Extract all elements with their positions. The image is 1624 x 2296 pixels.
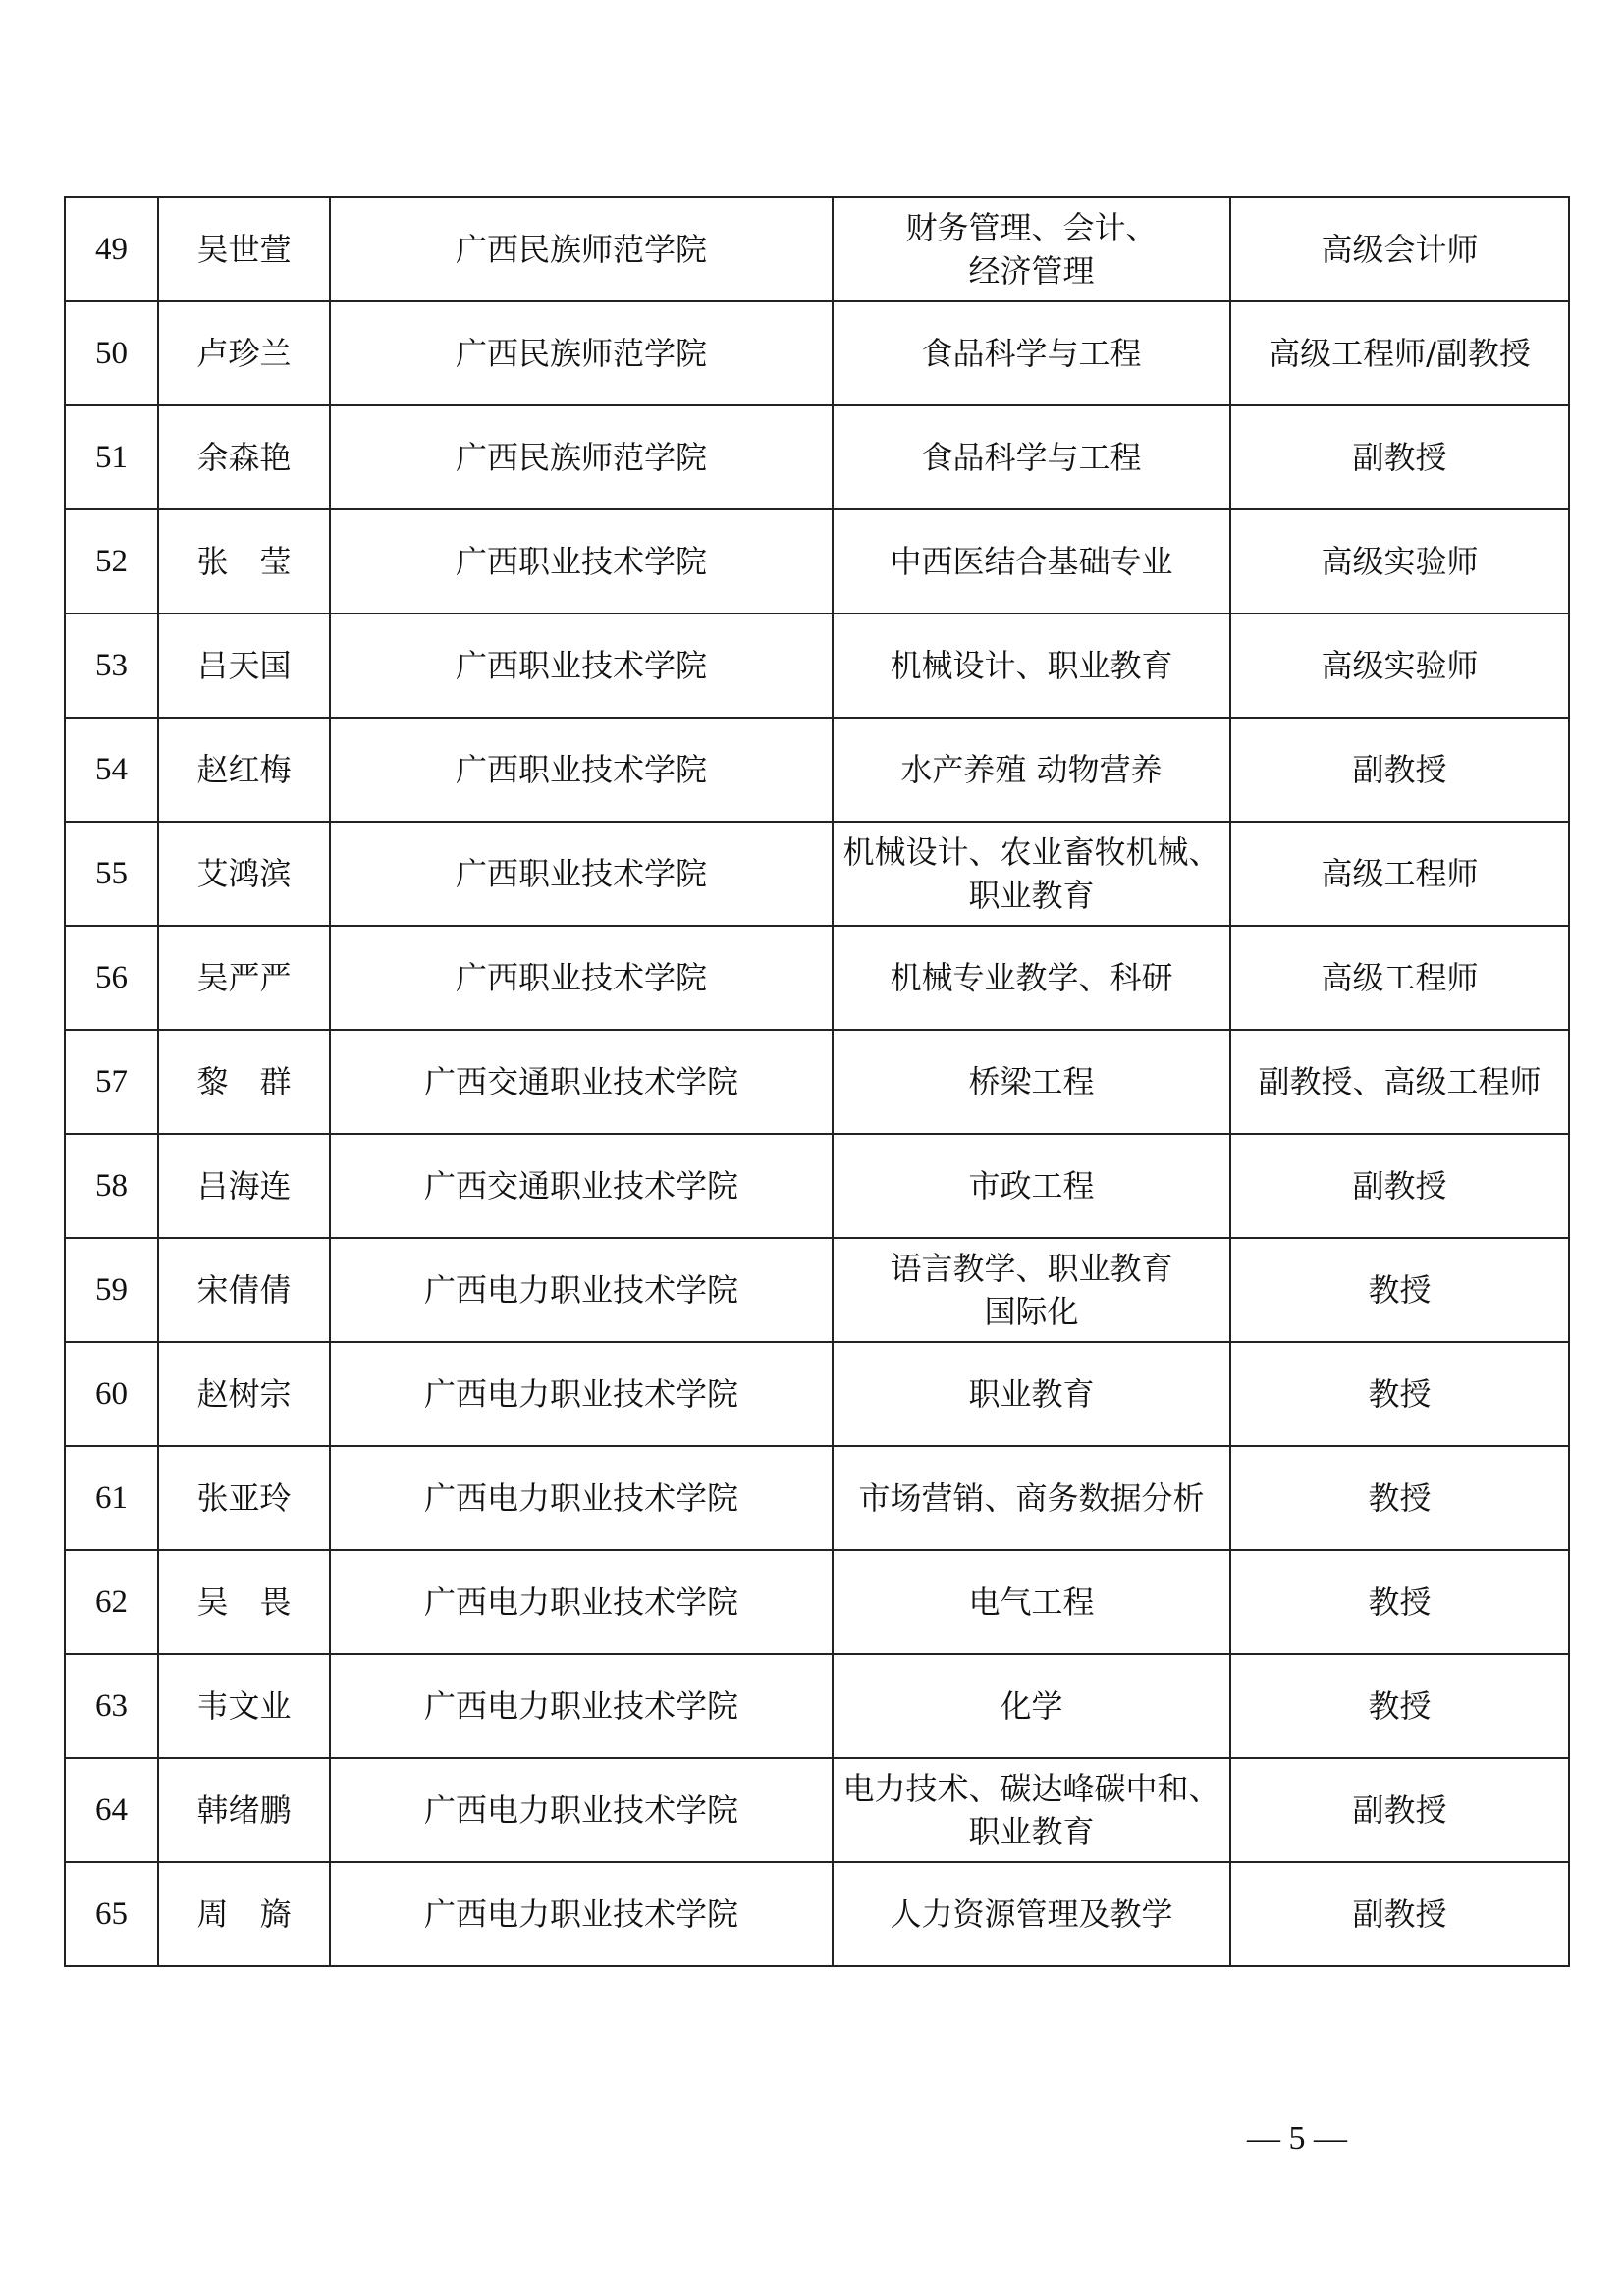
row-number-cell: 55: [65, 822, 158, 926]
row-number-cell: 62: [65, 1550, 158, 1654]
professional-title-cell: 副教授: [1230, 1134, 1569, 1238]
row-number-cell: 52: [65, 509, 158, 614]
work-unit-cell: 广西电力职业技术学院: [330, 1238, 833, 1342]
row-number-cell: 54: [65, 718, 158, 822]
row-number-cell: 50: [65, 301, 158, 405]
row-number-cell: 65: [65, 1862, 158, 1966]
expert-name-cell: 赵树宗: [158, 1342, 330, 1446]
table-row: [65, 614, 1569, 718]
professional-title-cell: 教授: [1230, 1342, 1569, 1446]
professional-title-cell: 高级工程师/副教授: [1230, 301, 1569, 405]
specialty-cell: 桥梁工程: [833, 1030, 1230, 1134]
expert-name-cell: 宋倩倩: [158, 1238, 330, 1342]
expert-name-cell: 张亚玲: [158, 1446, 330, 1550]
specialty-cell: 水产养殖 动物营养: [833, 718, 1230, 822]
expert-name-cell: 余森艳: [158, 405, 330, 509]
table-row: [65, 301, 1569, 405]
professional-title-cell: 教授: [1230, 1550, 1569, 1654]
row-number-cell: 56: [65, 926, 158, 1030]
table-row: [65, 926, 1569, 1030]
expert-name-cell: 卢珍兰: [158, 301, 330, 405]
specialty-cell: 中西医结合基础专业: [833, 509, 1230, 614]
expert-name-cell: 吴世萱: [158, 197, 330, 301]
table-row: [65, 1030, 1569, 1134]
expert-name-cell: 黎 群: [158, 1030, 330, 1134]
professional-title-cell: 高级会计师: [1230, 197, 1569, 301]
work-unit-cell: 广西职业技术学院: [330, 614, 833, 718]
work-unit-cell: 广西职业技术学院: [330, 822, 833, 926]
work-unit-cell: 广西民族师范学院: [330, 405, 833, 509]
professional-title-cell: 副教授: [1230, 1758, 1569, 1862]
table-row: [65, 718, 1569, 822]
work-unit-cell: 广西职业技术学院: [330, 509, 833, 614]
specialty-cell: 人力资源管理及教学: [833, 1862, 1230, 1966]
professional-title-cell: 副教授、高级工程师: [1230, 1030, 1569, 1134]
table-row: [65, 405, 1569, 509]
specialty-cell: 机械设计、职业教育: [833, 614, 1230, 718]
work-unit-cell: 广西电力职业技术学院: [330, 1550, 833, 1654]
table-row: [65, 822, 1569, 926]
professional-title-cell: 教授: [1230, 1238, 1569, 1342]
expert-name-cell: 吴 畏: [158, 1550, 330, 1654]
row-number-cell: 64: [65, 1758, 158, 1862]
table-row: [65, 1446, 1569, 1550]
expert-name-cell: 韦文业: [158, 1654, 330, 1758]
professional-title-cell: 高级工程师: [1230, 926, 1569, 1030]
row-number-cell: 57: [65, 1030, 158, 1134]
expert-name-cell: 韩绪鹏: [158, 1758, 330, 1862]
expert-list-table: [64, 196, 1570, 1967]
specialty-cell: 市场营销、商务数据分析: [833, 1446, 1230, 1550]
professional-title-cell: 高级实验师: [1230, 614, 1569, 718]
row-number-cell: 63: [65, 1654, 158, 1758]
professional-title-cell: 副教授: [1230, 718, 1569, 822]
specialty-cell: 语言教学、职业教育 国际化: [833, 1238, 1230, 1342]
expert-name-cell: 张 莹: [158, 509, 330, 614]
expert-name-cell: 吕海连: [158, 1134, 330, 1238]
expert-name-cell: 赵红梅: [158, 718, 330, 822]
specialty-cell: 食品科学与工程: [833, 405, 1230, 509]
expert-name-cell: 吴严严: [158, 926, 330, 1030]
work-unit-cell: 广西职业技术学院: [330, 718, 833, 822]
row-number-cell: 58: [65, 1134, 158, 1238]
expert-name-cell: 吕天国: [158, 614, 330, 718]
specialty-cell: 电力技术、碳达峰碳中和、 职业教育: [833, 1758, 1230, 1862]
specialty-cell: 电气工程: [833, 1550, 1230, 1654]
table-row: [65, 1550, 1569, 1654]
specialty-cell: 机械专业教学、科研: [833, 926, 1230, 1030]
table-row: [65, 1862, 1569, 1966]
table-row: [65, 197, 1569, 301]
specialty-cell: 食品科学与工程: [833, 301, 1230, 405]
professional-title-cell: 高级工程师: [1230, 822, 1569, 926]
professional-title-cell: 副教授: [1230, 1862, 1569, 1966]
professional-title-cell: 教授: [1230, 1654, 1569, 1758]
work-unit-cell: 广西民族师范学院: [330, 197, 833, 301]
specialty-cell: 化学: [833, 1654, 1230, 1758]
work-unit-cell: 广西交通职业技术学院: [330, 1030, 833, 1134]
work-unit-cell: 广西电力职业技术学院: [330, 1862, 833, 1966]
expert-name-cell: 艾鸿滨: [158, 822, 330, 926]
table-body: [65, 197, 1569, 1966]
row-number-cell: 53: [65, 614, 158, 718]
work-unit-cell: 广西电力职业技术学院: [330, 1758, 833, 1862]
table-row: [65, 1134, 1569, 1238]
professional-title-cell: 副教授: [1230, 405, 1569, 509]
table-row: [65, 509, 1569, 614]
page-number: — 5 —: [1247, 2120, 1347, 2157]
work-unit-cell: 广西电力职业技术学院: [330, 1446, 833, 1550]
row-number-cell: 61: [65, 1446, 158, 1550]
specialty-cell: 市政工程: [833, 1134, 1230, 1238]
row-number-cell: 49: [65, 197, 158, 301]
row-number-cell: 51: [65, 405, 158, 509]
expert-name-cell: 周 旖: [158, 1862, 330, 1966]
work-unit-cell: 广西民族师范学院: [330, 301, 833, 405]
work-unit-cell: 广西电力职业技术学院: [330, 1654, 833, 1758]
professional-title-cell: 高级实验师: [1230, 509, 1569, 614]
table-row: [65, 1654, 1569, 1758]
work-unit-cell: 广西电力职业技术学院: [330, 1342, 833, 1446]
specialty-cell: 机械设计、农业畜牧机械、 职业教育: [833, 822, 1230, 926]
table-row: [65, 1342, 1569, 1446]
table-row: [65, 1758, 1569, 1862]
professional-title-cell: 教授: [1230, 1446, 1569, 1550]
work-unit-cell: 广西职业技术学院: [330, 926, 833, 1030]
row-number-cell: 59: [65, 1238, 158, 1342]
table-row: [65, 1238, 1569, 1342]
specialty-cell: 财务管理、会计、 经济管理: [833, 197, 1230, 301]
specialty-cell: 职业教育: [833, 1342, 1230, 1446]
work-unit-cell: 广西交通职业技术学院: [330, 1134, 833, 1238]
row-number-cell: 60: [65, 1342, 158, 1446]
